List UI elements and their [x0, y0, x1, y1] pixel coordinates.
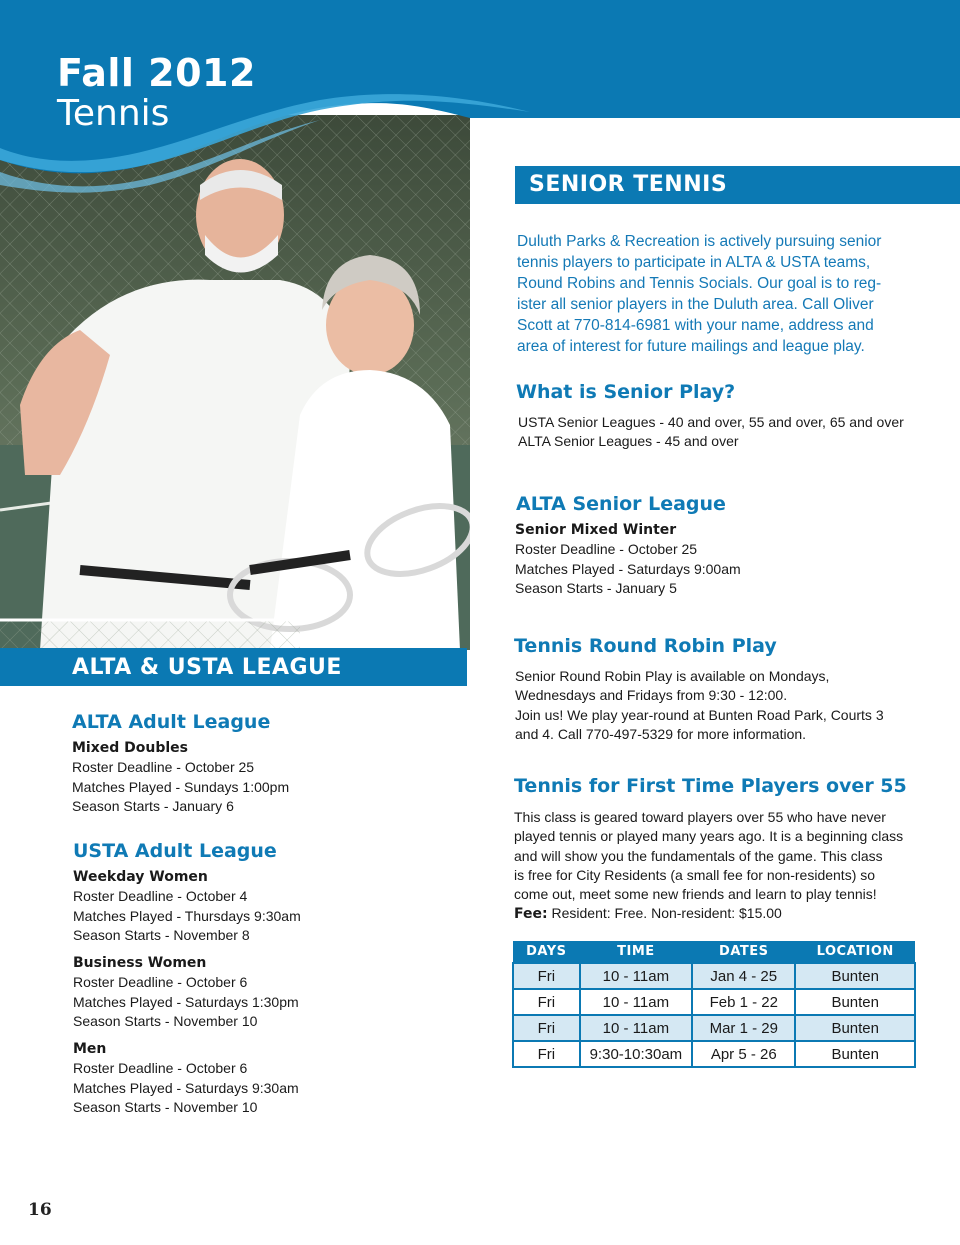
table-cell: 10 - 11am	[580, 1015, 692, 1041]
table-row	[513, 1015, 915, 1041]
first-time-line: come out, meet some new friends and learn to play tennis!	[514, 886, 877, 903]
alta-senior-line: Matches Played - Saturdays 9:00am	[515, 560, 741, 577]
alta-usta-section-bar: ALTA & USTA LEAGUE	[0, 648, 467, 686]
page-subtitle: Tennis	[57, 93, 170, 134]
group-name: Men	[73, 1041, 107, 1057]
intro-line: tennis players to participate in ALTA & USTA teams,	[517, 254, 871, 271]
table-cell: Bunten	[795, 963, 915, 989]
intro-line: Round Robins and Tennis Socials. Our goal is to reg-	[517, 275, 882, 292]
fee-line	[514, 904, 903, 924]
round-robin-line: Join us! We play year-round at Bunten Road Park, Courts 3	[515, 706, 884, 723]
table-cell: Bunten	[795, 989, 915, 1015]
group-line: Matches Played - Saturdays 9:30am	[73, 1079, 299, 1096]
group-line: Season Starts - November 10	[73, 1098, 258, 1115]
usta-men	[73, 1040, 299, 1117]
alta-senior-line: Roster Deadline - October 25	[515, 541, 698, 558]
alta-senior-subheading: Senior Mixed Winter	[515, 522, 677, 538]
alta-adult-line: Roster Deadline - October 25	[72, 759, 255, 776]
table-row	[513, 1041, 915, 1067]
column-header-time: TIME	[580, 941, 692, 963]
alta-senior-heading: ALTA Senior League	[516, 493, 726, 515]
table-cell: 10 - 11am	[580, 989, 692, 1015]
fee-text: Resident: Free. Non-resident: $15.00	[547, 905, 782, 922]
round-robin-line: and 4. Call 770-497-5329 for more information.	[515, 725, 807, 742]
group-line: Roster Deadline - October 6	[73, 974, 248, 991]
column-header-dates: DATES	[692, 941, 795, 963]
group-line: Matches Played - Saturdays 1:30pm	[73, 993, 299, 1010]
page-number: 16	[28, 1200, 52, 1220]
group-name: Business Women	[73, 955, 207, 971]
intro-line: Duluth Parks & Recreation is actively pursuing senior	[517, 233, 882, 250]
table-cell: Feb 1 - 22	[692, 989, 795, 1015]
intro-line: Scott at 770-814-6981 with your name, address and	[517, 317, 874, 334]
senior-play-text	[518, 413, 904, 452]
alta-adult-subheading: Mixed Doubles	[72, 740, 189, 756]
table-cell: Fri	[513, 1041, 580, 1067]
usta-weekday-women	[73, 868, 301, 945]
table-cell: 10 - 11am	[580, 963, 692, 989]
table-cell: Jan 4 - 25	[692, 963, 795, 989]
senior-tennis-section-bar: SENIOR TENNIS	[515, 166, 960, 204]
first-time-line: played tennis or played many years ago. It is a beginning class	[514, 828, 904, 845]
alta-senior-line: Season Starts - January 5	[515, 579, 677, 596]
alta-adult-line: Season Starts - January 6	[72, 797, 234, 814]
alta-adult-heading: ALTA Adult League	[72, 711, 271, 733]
alta-senior-text	[515, 521, 741, 598]
round-robin-text	[515, 667, 884, 744]
first-time-line: is free for City Residents (a small fee for non-residents) so	[514, 866, 876, 883]
table-cell: Bunten	[795, 1041, 915, 1067]
intro-line: area of interest for future mailings and league play.	[517, 338, 865, 355]
round-robin-line: Wednesdays and Fridays from 9:30 - 12:00.	[515, 687, 788, 704]
column-header-location: LOCATION	[795, 941, 915, 963]
senior-play-line: ALTA Senior Leagues - 45 and over	[518, 433, 739, 450]
usta-adult-heading: USTA Adult League	[73, 840, 277, 862]
page-title-block	[57, 52, 256, 134]
group-line: Season Starts - November 10	[73, 1012, 258, 1029]
alta-adult-line: Matches Played - Sundays 1:00pm	[72, 778, 290, 795]
fee-label: Fee:	[514, 906, 548, 923]
table-row	[513, 989, 915, 1015]
table-cell: Fri	[513, 963, 580, 989]
column-header-days: DAYS	[513, 941, 580, 963]
intro-line: ister all senior players in the Duluth area. Call Oliver	[517, 296, 874, 313]
group-line: Roster Deadline - October 6	[73, 1060, 248, 1077]
first-time-line: and will show you the fundamentals of the game. This class	[514, 847, 883, 864]
alta-adult-text	[72, 739, 289, 816]
table-cell: Bunten	[795, 1015, 915, 1041]
table-cell: 9:30-10:30am	[580, 1041, 692, 1067]
senior-play-line: USTA Senior Leagues - 40 and over, 55 and over, 65 and over	[518, 414, 904, 430]
first-time-line: This class is geared toward players over 55 who have never	[514, 809, 886, 825]
table-cell: Mar 1 - 29	[692, 1015, 795, 1041]
table-cell: Fri	[513, 989, 580, 1015]
schedule-table	[512, 941, 916, 1068]
page-title: Fall 2012	[57, 51, 256, 95]
table-header-row	[513, 941, 915, 963]
group-line: Roster Deadline - October 4	[73, 888, 248, 905]
round-robin-heading: Tennis Round Robin Play	[514, 635, 777, 657]
first-time-text	[514, 808, 903, 925]
senior-play-heading: What is Senior Play?	[516, 381, 736, 403]
table-cell: Apr 5 - 26	[692, 1041, 795, 1067]
group-name: Weekday Women	[73, 869, 208, 885]
first-time-heading: Tennis for First Time Players over 55	[514, 775, 907, 797]
group-line: Season Starts - November 8	[73, 926, 250, 943]
group-line: Matches Played - Thursdays 9:30am	[73, 907, 301, 924]
table-cell: Fri	[513, 1015, 580, 1041]
senior-tennis-intro	[517, 231, 909, 357]
usta-business-women	[73, 954, 299, 1031]
round-robin-line: Senior Round Robin Play is available on Mondays,	[515, 668, 830, 684]
table-row	[513, 963, 915, 989]
